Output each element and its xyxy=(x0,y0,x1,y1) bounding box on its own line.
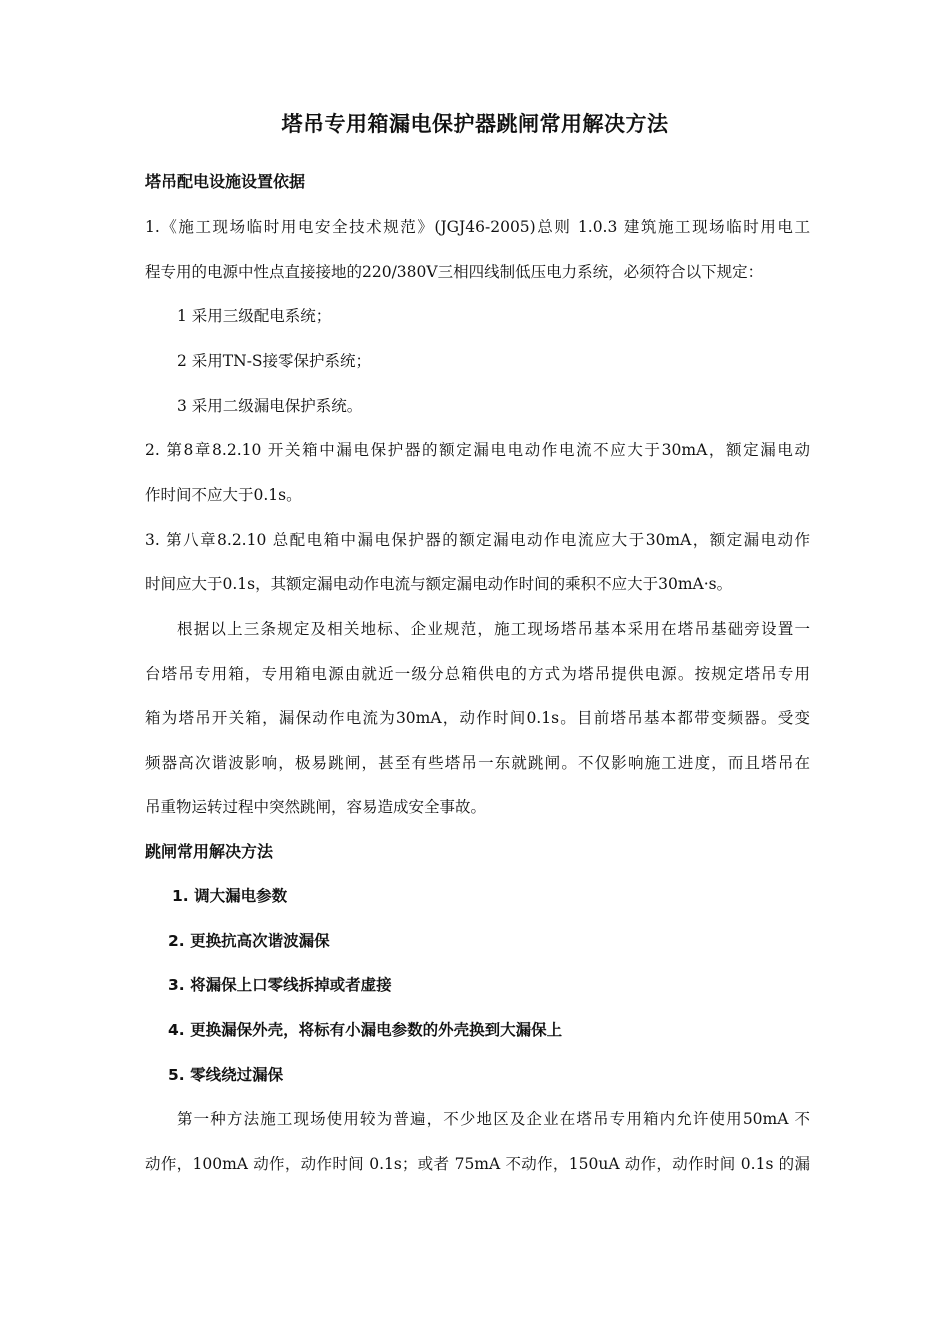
paragraph-line: 作时间不应大于0.1s。 xyxy=(145,486,302,504)
section-heading-basis: 塔吊配电设施设置依据 xyxy=(145,172,306,191)
list-item: 3 采用二级漏电保护系统。 xyxy=(177,397,363,415)
paragraph-line: 时间应大于0.1s，其额定漏电动作电流与额定漏电动作时间的乘积不应大于30mA·s。 xyxy=(145,575,733,593)
paragraph-line: 1.《施工现场临时用电安全技术规范》(JGJ46-2005)总则 1.0.3 建筑施工现场临时用电工 xyxy=(145,218,810,236)
section-heading-solutions: 跳闸常用解决方法 xyxy=(145,842,274,861)
document-title: 塔吊专用箱漏电保护器跳闸常用解决方法 xyxy=(281,112,669,136)
paragraph-line: 3. 第八章8.2.10 总配电箱中漏电保护器的额定漏电动作电流应大于30mA，额定漏电动作 xyxy=(145,531,810,549)
paragraph-line: 台塔吊专用箱，专用箱电源由就近一级分总箱供电的方式为塔吊提供电源。按规定塔吊专用 xyxy=(145,665,810,683)
paragraph-line: 频器高次谐波影响，极易跳闸，甚至有些塔吊一东就跳闸。不仅影响施工进度，而且塔吊在 xyxy=(145,754,810,772)
method-item: 3. 将漏保上口零线拆掉或者虚接 xyxy=(168,976,392,994)
method-item: 1. 调大漏电参数 xyxy=(172,887,288,905)
paragraph-line: 2. 第8章8.2.10 开关箱中漏电保护器的额定漏电电动作电流不应大于30mA，额定漏电动 xyxy=(145,441,810,459)
list-item: 1 采用三级配电系统； xyxy=(177,307,332,325)
list-item: 2 采用TN-S接零保护系统； xyxy=(177,352,372,370)
paragraph-line: 程专用的电源中性点直接接地的220/380V三相四线制低压电力系统，必须符合以下规定： xyxy=(145,263,764,281)
paragraph-line: 第一种方法施工现场使用较为普遍，不少地区及企业在塔吊专用箱内允许使用50mA 不 xyxy=(177,1110,810,1128)
method-item: 5. 零线绕过漏保 xyxy=(168,1066,284,1084)
paragraph-line: 根据以上三条规定及相关地标、企业规范，施工现场塔吊基本采用在塔吊基础旁设置一 xyxy=(177,620,810,638)
paragraph-line: 吊重物运转过程中突然跳闸，容易造成安全事故。 xyxy=(145,798,487,816)
paragraph-line: 箱为塔吊开关箱，漏保动作电流为30mA，动作时间0.1s。目前塔吊基本都带变频器。受变 xyxy=(145,709,810,727)
paragraph-line: 动作，100mA 动作，动作时间 0.1s；或者 75mA 不动作，150uA 动作，动作时间 0.1s 的漏 xyxy=(145,1155,810,1173)
method-item: 2. 更换抗高次谐波漏保 xyxy=(168,932,330,950)
method-item: 4. 更换漏保外壳，将标有小漏电参数的外壳换到大漏保上 xyxy=(168,1021,563,1039)
